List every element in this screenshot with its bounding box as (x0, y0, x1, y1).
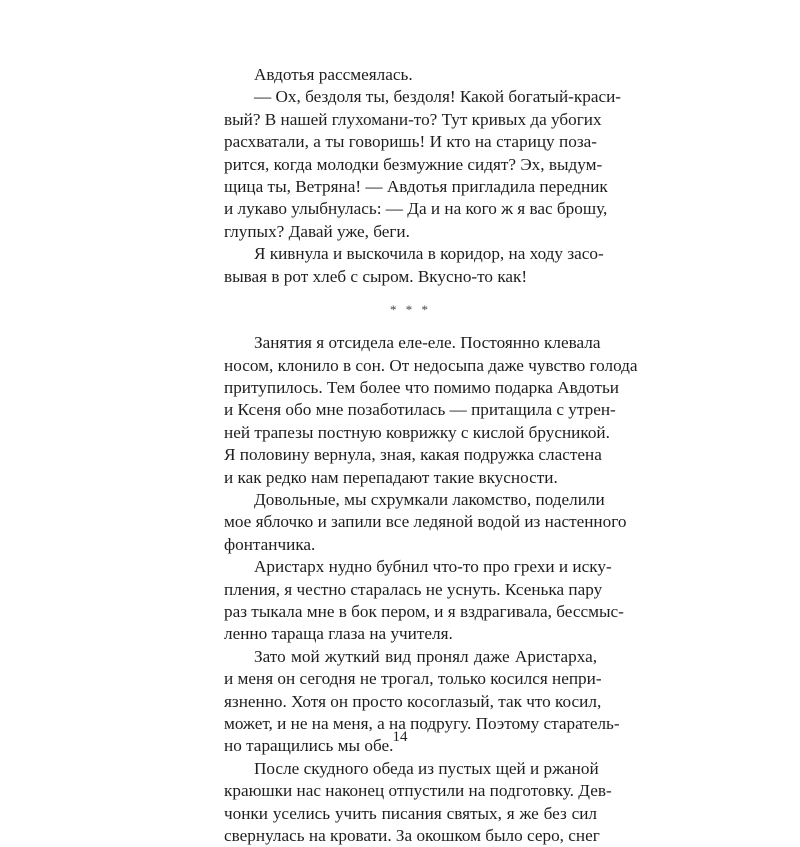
text-line: и лукаво улыбнулась: — Да и на кого ж я вас брошу, (224, 199, 608, 219)
text-line: язненно. Хотя он просто косоглазый, так что косил, (224, 691, 602, 711)
text-section-1 (224, 64, 622, 288)
text-line: и меня он сегодня не трогал, только косился непри- (224, 669, 602, 689)
text-line: Я половину вернула, зная, какая подружка сластена (224, 445, 602, 465)
text-line: мое яблочко и запили все ледяной водой из настенного (224, 512, 627, 532)
text-line: — Ох, бездоля ты, бездоля! Какой богатый-краси- (254, 87, 622, 107)
text-line: свернулась на кровати. За окошком было серо, снег (224, 825, 600, 845)
text-line: чонки уселись учить писания святых, я же без сил (224, 803, 597, 823)
text-line: Довольные, мы схрумкали лакомство, поделили (254, 490, 605, 510)
text-line: Аристарх нудно бубнил что-то про грехи и иску- (254, 557, 612, 577)
section-separator: * * * (390, 301, 431, 317)
text-line: Зато мой жуткий вид пронял даже Аристарха, (254, 646, 597, 666)
text-line: притупилось. Тем более что помимо подарка Авдотьи (224, 378, 619, 398)
text-line: Занятия я отсидела еле-еле. Постоянно клевала (254, 333, 601, 353)
text-line: Я кивнула и выскочила в коридор, на ходу засо- (254, 244, 604, 264)
text-line: может, и не на меня, а на подругу. Поэтому старатель- (224, 713, 620, 733)
text-line: После скудного обеда из пустых щей и ржаной (254, 758, 599, 778)
text-line: краюшки нас наконец отпустили на подготовку. Дев- (224, 781, 612, 801)
text-section-2 (224, 332, 638, 847)
text-line: вый? В нашей глухомани-то? Тут кривых да убогих (224, 109, 602, 129)
text-line: рится, когда молодки безмужние сидят? Эх, выдум- (224, 154, 603, 174)
text-line: и Ксеня обо мне позаботилась — притащила с утрен- (224, 400, 616, 420)
text-line: расхватали, а ты говоришь! И кто на старицу поза- (224, 132, 597, 152)
text-line: глупых? Давай уже, беги. (224, 221, 410, 241)
page-number: 14 (392, 729, 408, 745)
text-line: ленно таращa глаза на учителя. (224, 624, 453, 644)
text-line: но таращились мы обе. (224, 736, 394, 756)
text-line: раз тыкала мне в бок пером, и я вздрагивала, бессмыс- (224, 601, 624, 621)
text-line: щица ты, Ветряна! — Авдотья пригладила передник (224, 176, 608, 196)
text-line: пления, я честно старалась не уснуть. Ксенька пару (224, 579, 603, 599)
text-line: ней трапезы постную коврижку с кислой брусникой. (224, 422, 610, 442)
text-line: и как редко нам перепадают такие вкусности. (224, 467, 558, 487)
text-line: носом, клонило в сон. От недосыпа даже чувство голода (224, 355, 638, 375)
text-line: фонтанчика. (224, 534, 316, 554)
text-line: Авдотья рассмеялась. (254, 65, 413, 84)
text-line: вывая в рот хлеб с сыром. Вкусно-то как! (224, 266, 528, 286)
